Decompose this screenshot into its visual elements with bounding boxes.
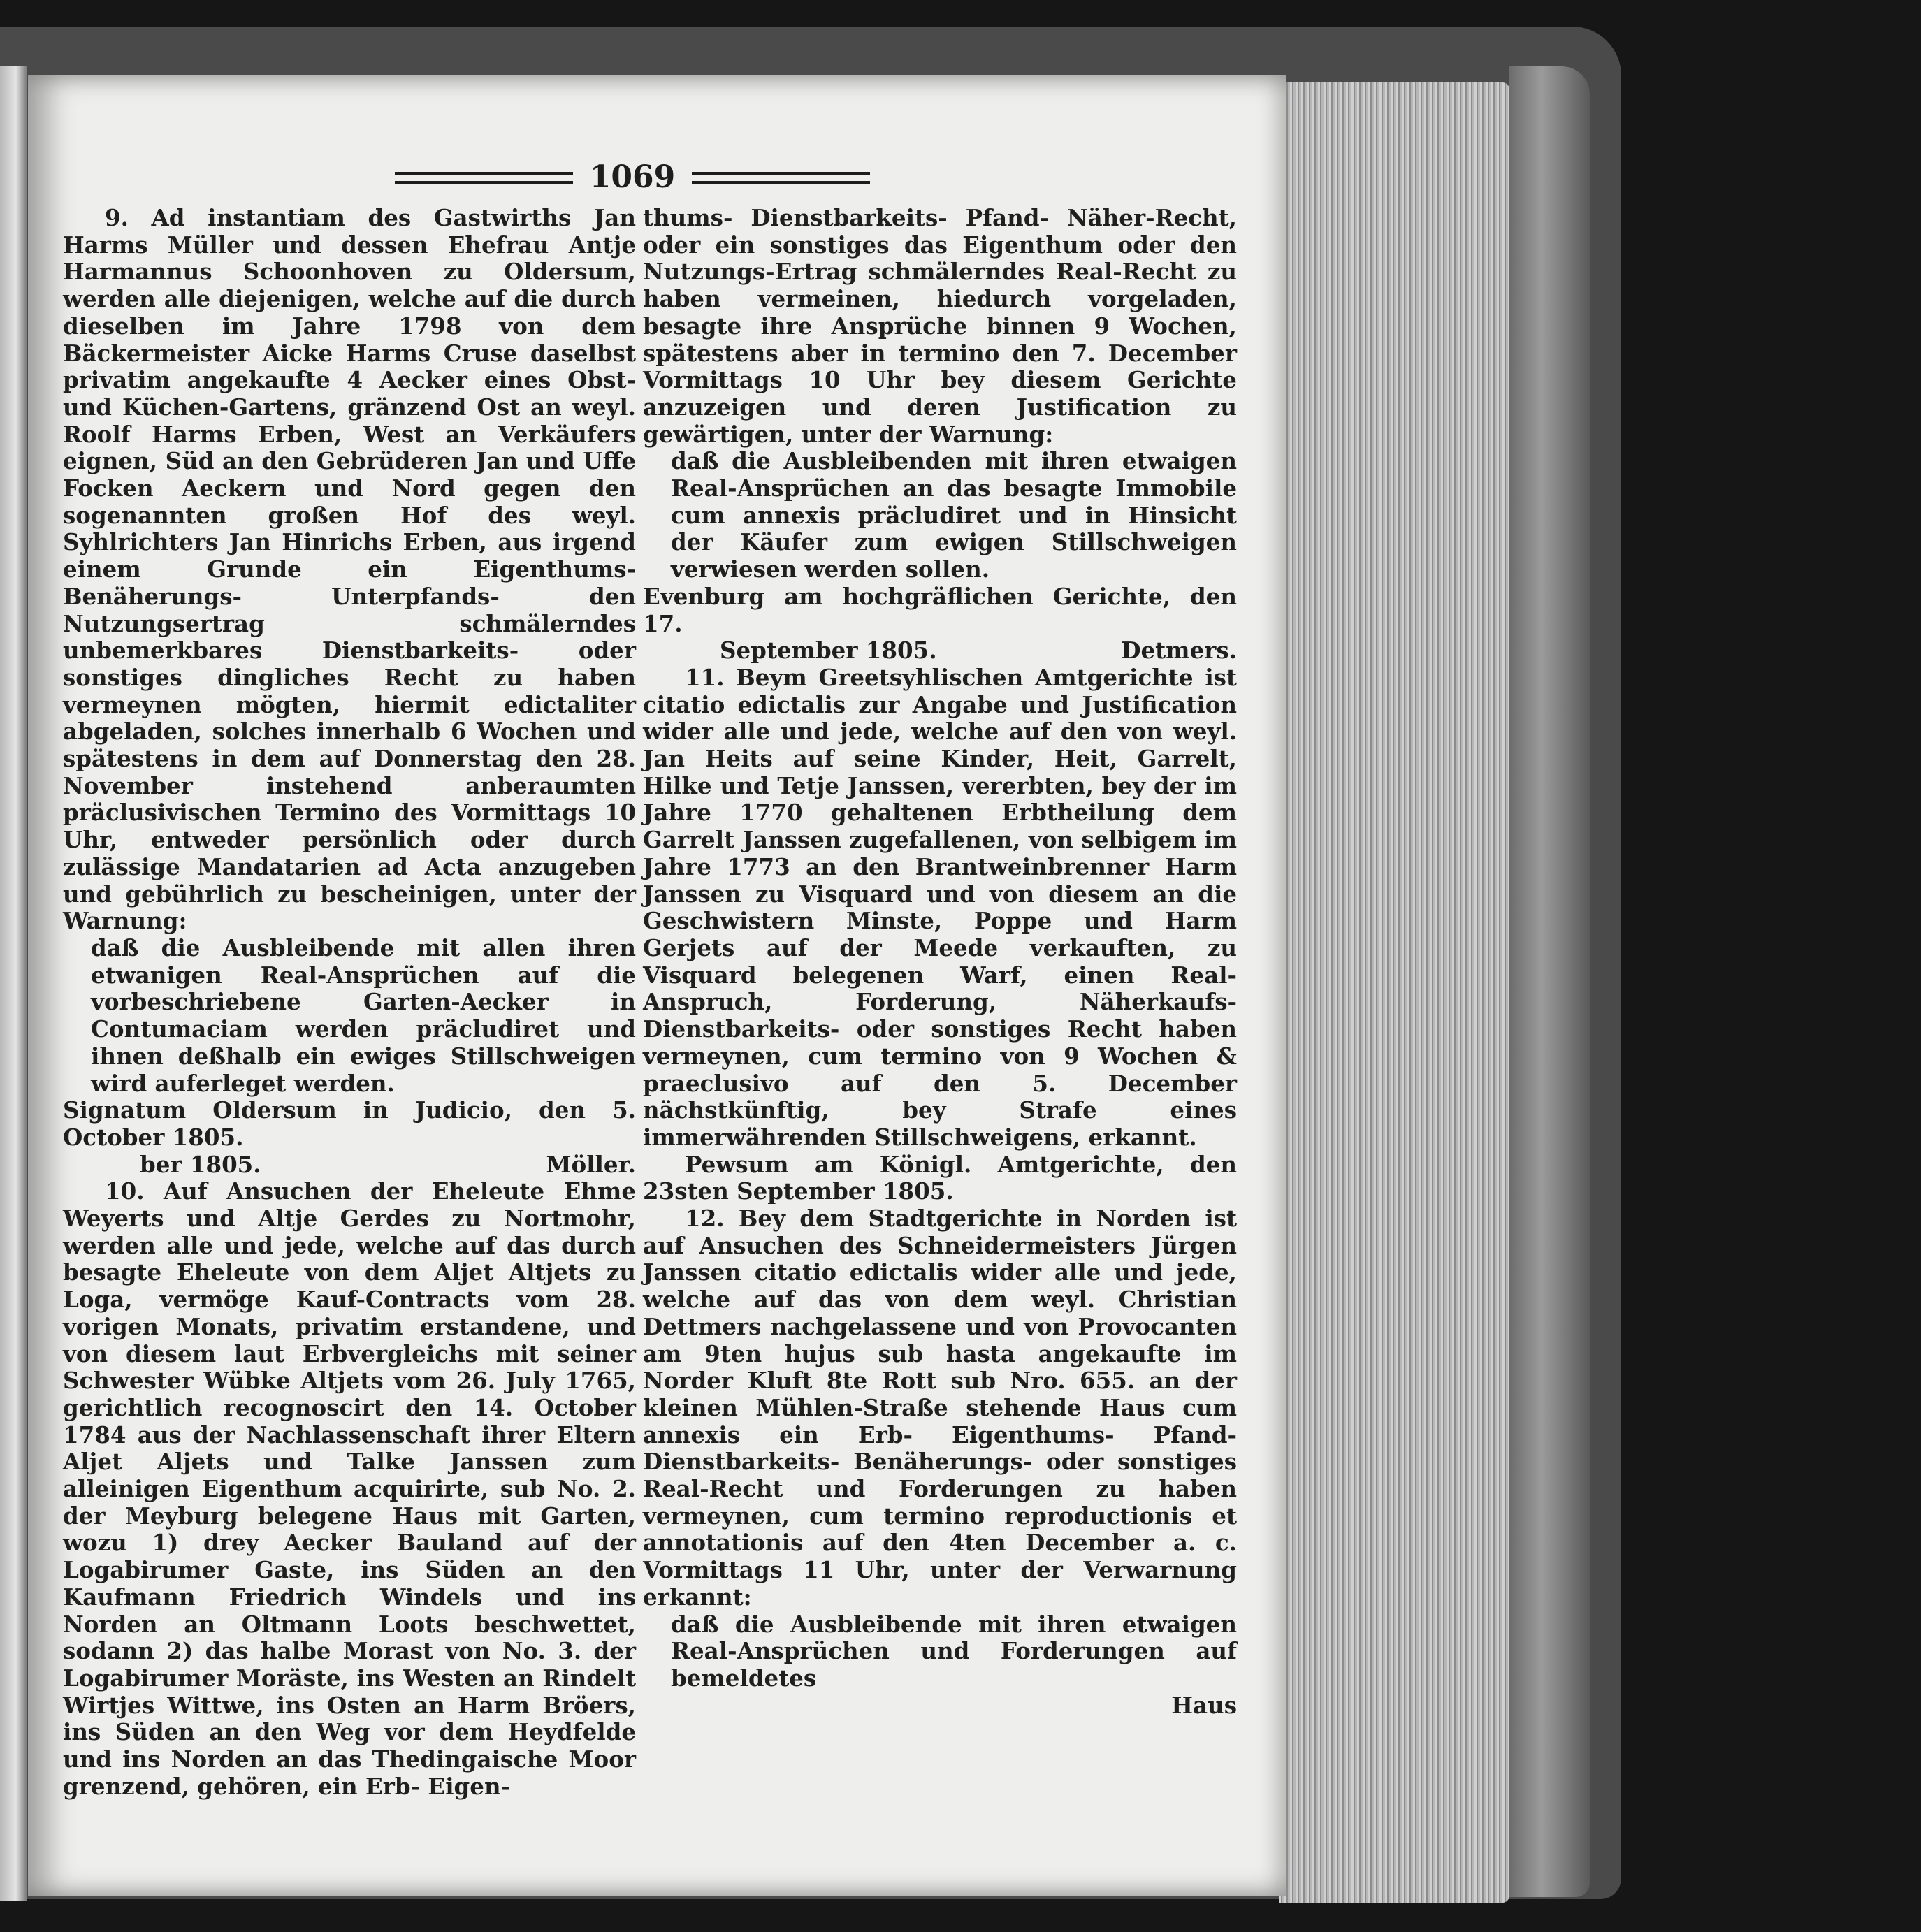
catchword: Haus [1171,1691,1237,1719]
paragraph: 10. Auf Ansuchen der Eheleute Ehme Weyerts und Altje Gerdes zu Nortmohr, werden alle und jede, welche auf das durch besagte Eheleute von dem Aljet Altjets zu Loga, vermöge Kauf-Contracts vom 28. vorigen Monats, privatim erstandene, und von diesem laut Erbvergleichs mit seiner Schwester Wübke Altjets vom 26. July 1765, gerichtlich recognoscirt den 14. October 1784 aus der Nachlassenschaft ihrer Eltern Aljet Aljets und Talke Janssen zum alleinigen Eigenthum acquirirte, sub No. 2. der Meyburg belegene Haus mit Garten, wozu 1) drey Aecker Bauland auf der Logabirumer Gaste, ins Süden an den Kaufmann Friedrich Windels und ins Norden an Oltmann Loots beschwettet, sodann 2) das halbe Morast von No. 3. der Logabirumer Moräste, ins Westen an Rindelt Wirtjes Wittwe, ins Osten an Harm Bröers, ins Süden an den Weg vor dem Heydfelde und ins Norden an das Thedingaische Moor grenzend, gehören, ein Erb- Eigen- [63,1177,636,1800]
paragraph: Pewsum am Königl. Amtgerichte, den 23sten September 1805. [643,1150,1237,1205]
right-column [643,205,1237,1719]
book-page [28,75,1286,1896]
signature-line: Signatum Oldersum in Judicio, den 5. October 1805. [63,1096,636,1151]
signature-date: ber 1805. [140,1150,261,1178]
paragraph: 9. Ad instantiam des Gastwirths Jan Harms Müller und dessen Ehefrau Antje Harmannus Schoonhoven zu Oldersum, werden alle diejenigen, welche auf die durch dieselben im Jahre 1798 von dem Bäckermeister Aicke Harms Cruse daselbst privatim angekaufte 4 Aecker eines Obst- und Küchen-Gartens, gränzend Ost an weyl. Roolf Harms Erben, West an Verkäufers eignen, Süd an den Gebrüderen Jan und Uffe Focken Aeckern und Nord gegen den sogenannten großen Hof des weyl. Syhlrichters Jan Hinrichs Erben, aus irgend einem Grunde ein Eigenthums- Benäherungs- Unterpfands- den Nutzungsertrag schmälerndes unbemerkbares Dienstbarkeits- oder sonstiges dingliches Recht zu haben vermeynen mögten, hiermit edictaliter abgeladen, solches innerhalb 6 Wochen und spätestens in dem auf Donnerstag den 28. November instehend anberaumten präclusivischen Termino des Vormittags 10 Uhr, entweder persönlich oder durch zulässige Mandatarien ad Acta anzugeben und gebührlich zu bescheinigen, unter der Warnung: [63,204,636,935]
signature-date: September 1805. [720,637,937,664]
page-number: 1069 [589,159,676,195]
page-header [395,159,870,201]
paragraph: 11. Beym Greetsyhlischen Amtgerichte ist citatio edictalis zur Angabe und Justification wider alle und jede, welche auf den von weyl. Jan Heits auf seine Kinder, Heit, Garrelt, Hilke und Tetje Janssen, vererbten, bey der im Jahre 1770 gehaltenen Erbtheilung dem Garrelt Janssen zugefallenen, von selbigem im Jahre 1773 an den Brantweinbrenner Harm Janssen zu Visquard und von diesem an die Geschwistern Minste, Poppe und Harm Gerjets auf der Meede verkauften, zu Visquard belegenen Warf, einen Real-Anspruch, Forderung, Näherkaufs-Dienstbarkeits- oder sonstiges Recht haben vermeynen, cum termino von 9 Wochen & praeclusivo auf den 5. December nächstkünftig, bey Strafe eines immerwährenden Stillschweigens, erkannt. [643,663,1237,1151]
warning-clause: daß die Ausbleibenden mit ihren etwaigen Real-Ansprüchen an das besagte Immobile cum annexis präcludiret und in Hinsicht der Käufer zum ewigen Stillschweigen verwiesen werden sollen. [671,447,1237,583]
signature-line: Evenburg am hochgräflichen Gerichte, den 17. [643,582,1237,637]
signature-name: Detmers. [1121,637,1237,664]
catchword-row [643,1692,1237,1720]
paragraph: thums- Dienstbarkeits- Pfand- Näher-Recht, oder ein sonstiges das Eigenthum oder den Nutzungs-Ertrag schmälerndes Real-Recht zu haben vermeinen, hiedurch vorgeladen, besagte ihre Ansprüche binnen 9 Wochen, spätestens aber in termino den 7. December Vormittags 10 Uhr bey diesem Gerichte anzuzeigen und deren Justification zu gewärtigen, unter der Warnung: [643,204,1237,448]
page-block-edges [1279,82,1509,1903]
header-rule-right [692,172,870,184]
previous-page-edge [0,66,27,1901]
paragraph: 12. Bey dem Stadtgerichte in Norden ist auf Ansuchen des Schneidermeisters Jürgen Janssen citatio edictalis wider alle und jede, welche auf das von dem weyl. Christian Dettmers nachgelassene und von Provocanten am 9ten hujus sub hasta angekaufte im Norder Kluft 8te Rott sub Nro. 655. an der kleinen Mühlen-Straße stehende Haus cum annexis ein Erb- Eigenthums- Pfand- Dienstbarkeits- Benäherungs- oder sonstiges Real-Recht und Forderungen zu haben vermeynen, cum termino reproductionis et annotationis auf den 4ten December a. c. Vormittags 11 Uhr, unter der Verwarnung erkannt: [643,1205,1237,1611]
signature-row [643,637,1237,664]
warning-clause: daß die Ausbleibende mit allen ihren etwanigen Real-Ansprüchen auf die vorbeschriebene Garten-Aecker in Contumaciam werden präcludiret und ihnen deßhalb ein ewiges Stillschweigen wird auferleget werden. [91,934,636,1097]
signature-row [63,1152,636,1179]
book-spine-edge [1509,66,1590,1897]
signature-name: Möller. [546,1150,636,1178]
warning-clause: daß die Ausbleibende mit ihren etwaigen Real-Ansprüchen und Forderungen auf bemeldetes [671,1610,1237,1692]
header-rule-left [395,172,573,184]
left-column [63,205,636,1800]
